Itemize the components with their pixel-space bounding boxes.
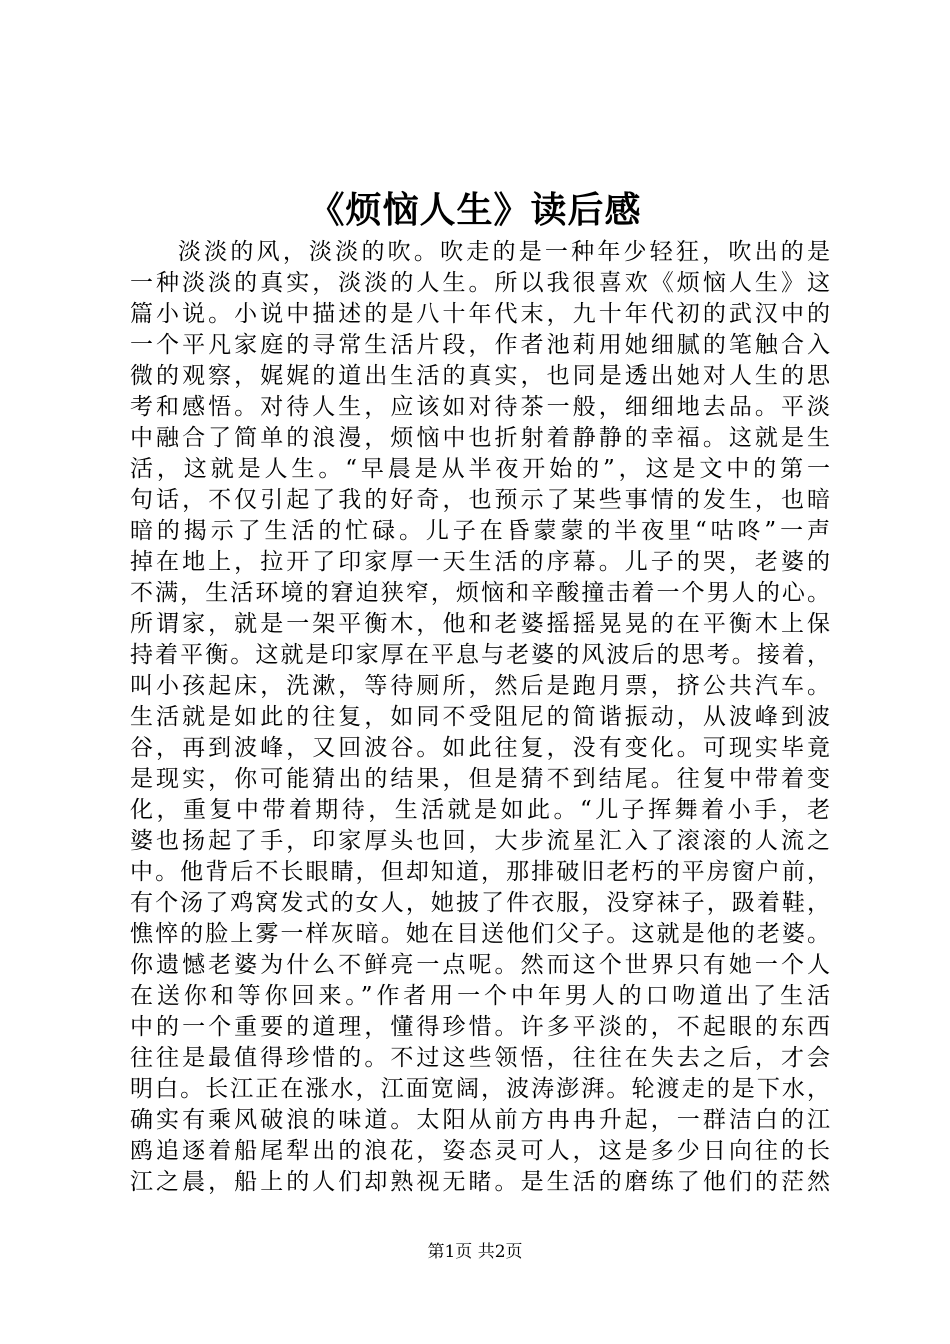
page-number: 第1页 共2页	[427, 1242, 523, 1262]
text-line: 明白。长江正在涨水，江面宽阔，波涛澎湃。轮渡走的是下水，	[130, 1076, 830, 1102]
text-line: 不满，生活环境的窘迫狭窄，烦恼和辛酸撞击着一个男人的心。	[130, 580, 830, 606]
text-line: 婆也扬起了手，印家厚头也回，大步流星汇入了滚滚的人流之	[130, 828, 830, 854]
text-line: 活，这就是人生。“早晨是从半夜开始的”，这是文中的第一	[130, 456, 830, 482]
text-line: 有个汤了鸡窝发式的女人，她披了件衣服，没穿袜子，趿着鞋，	[130, 890, 830, 916]
text-line: 中的一个重要的道理，懂得珍惜。许多平淡的，不起眼的东西	[130, 1014, 830, 1040]
text-line: 淡淡的风，淡淡的吹。吹走的是一种年少轻狂，吹出的是	[178, 239, 830, 265]
text-line: 往往是最值得珍惜的。不过这些领悟，往往在失去之后，才会	[130, 1045, 830, 1071]
text-line: 中。他背后不长眼睛，但却知道，那排破旧老朽的平房窗户前，	[130, 859, 830, 885]
text-line: 篇小说。小说中描述的是八十年代末，九十年代初的武汉中的	[130, 301, 830, 327]
text-line: 考和感悟。对待人生，应该如对待茶一般，细细地去品。平淡	[130, 394, 830, 420]
text-line: 一种淡淡的真实，淡淡的人生。所以我很喜欢《烦恼人生》这	[130, 270, 830, 296]
text-line: 化，重复中带着期待，生活就是如此。“儿子挥舞着小手，老	[130, 797, 830, 823]
text-line: 一个平凡家庭的寻常生活片段，作者池莉用她细腻的笔触合入	[130, 332, 830, 358]
text-line: 生活就是如此的往复，如同不受阻尼的简谐振动，从波峰到波	[130, 704, 830, 730]
text-line: 憔悴的脸上雾一样灰暗。她在目送他们父子。这就是他的老婆。	[130, 921, 830, 947]
text-line: 是现实，你可能猜出的结果，但是猜不到结尾。往复中带着变	[130, 766, 830, 792]
text-line: 叫小孩起床，洗漱，等待厕所，然后是跑月票，挤公共汽车。	[130, 673, 830, 699]
text-line: 你遗憾老婆为什么不鲜亮一点呢。然而这个世界只有她一个人	[130, 952, 830, 978]
text-line: 所谓家，就是一架平衡木，他和老婆摇摇晃晃的在平衡木上保	[130, 611, 830, 637]
text-line: 句话，不仅引起了我的好奇，也预示了某些事情的发生，也暗	[130, 487, 830, 513]
body-paragraph	[130, 237, 830, 1198]
text-line: 江之晨，船上的人们却熟视无睹。是生活的磨练了他们的茫然	[130, 1169, 830, 1195]
text-line: 中融合了简单的浪漫，烦恼中也折射着静静的幸福。这就是生	[130, 425, 830, 451]
text-line: 微的观察，娓娓的道出生活的真实，也同是透出她对人生的思	[130, 363, 830, 389]
document-title: 《烦恼人生》读后感	[308, 189, 642, 231]
text-line: 鸥追逐着船尾犁出的浪花，姿态灵可人，这是多少日向往的长	[130, 1138, 830, 1164]
text-line: 暗的揭示了生活的忙碌。儿子在昏蒙蒙的半夜里“咕咚”一声	[130, 518, 830, 544]
text-line: 确实有乘风破浪的味道。太阳从前方冉冉升起，一群洁白的江	[130, 1107, 830, 1133]
text-line: 在送你和等你回来。”作者用一个中年男人的口吻道出了生活	[130, 983, 830, 1009]
text-line: 掉在地上，拉开了印家厚一天生活的序幕。儿子的哭，老婆的	[130, 549, 830, 575]
text-line: 谷，再到波峰，又回波谷。如此往复，没有变化。可现实毕竟	[130, 735, 830, 761]
text-line: 持着平衡。这就是印家厚在平息与老婆的风波后的思考。接着，	[130, 642, 830, 668]
